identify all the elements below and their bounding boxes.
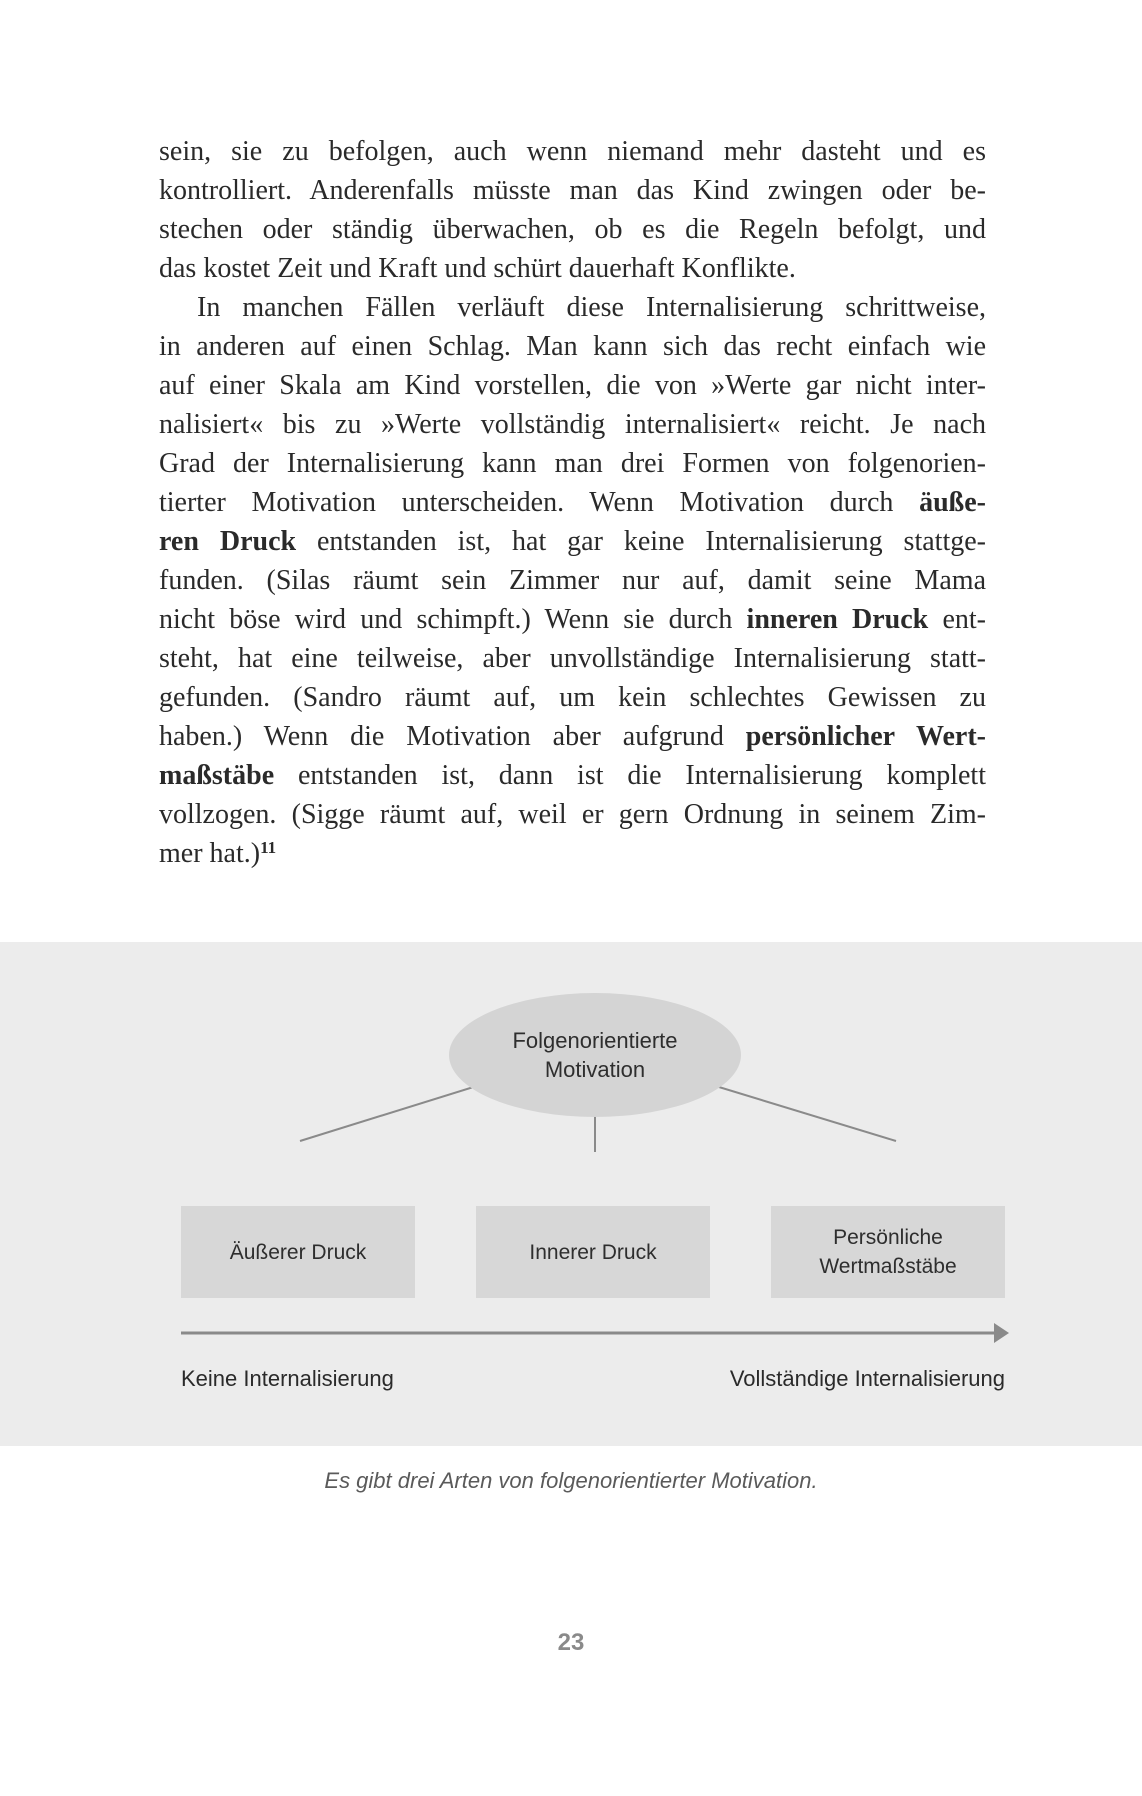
axis-label-left: Keine Internalisierung: [181, 1366, 394, 1391]
bold-term: ren Druck: [159, 526, 297, 557]
text-run: ent-: [928, 604, 986, 635]
text-line: [159, 444, 986, 483]
text-run: das kostet Zeit und Kraft und schürt dauerhaft Konflikte.: [159, 253, 796, 284]
box-aeusserer-druck: [181, 1206, 415, 1298]
text-line: [159, 171, 986, 210]
figure-caption: Es gibt drei Arten von folgenorientierter Motivation.: [324, 1468, 818, 1493]
body-text: [159, 132, 986, 873]
text-line: [159, 639, 986, 678]
footnote-marker: 11: [260, 838, 277, 857]
text-run: entstanden ist, hat gar keine Internalisierung stattge-: [296, 526, 986, 557]
text-line: [159, 600, 986, 639]
text-run: gefunden. (Sandro räumt auf, um kein schlechtes Gewissen zu: [159, 682, 986, 713]
root-node: [449, 993, 741, 1117]
text-line: [159, 366, 986, 405]
bold-term: maßstäbe: [159, 760, 275, 791]
root-label-line-2: Motivation: [544, 1057, 646, 1082]
text-line: [159, 483, 986, 522]
text-line: [159, 834, 986, 873]
text-run: nalisiert« bis zu »Werte vollständig internalisiert« reicht. Je nach: [159, 409, 986, 440]
text-line: [159, 717, 986, 756]
text-run: stechen oder ständig überwachen, ob es die Regeln befolgt, und: [159, 214, 986, 245]
box-label: Innerer Druck: [529, 1240, 657, 1264]
text-line: [159, 288, 986, 327]
box-label-line-1: Persönliche: [833, 1226, 943, 1249]
text-line: [159, 210, 986, 249]
bold-term: äuße-: [919, 487, 986, 518]
text-run: sein, sie zu befolgen, auch wenn niemand mehr dasteht und es: [159, 136, 986, 167]
axis-arrowhead: [994, 1323, 1009, 1343]
text-line: [159, 795, 986, 834]
text-line: [159, 561, 986, 600]
page-number: 23: [557, 1629, 585, 1656]
text-line: [159, 522, 986, 561]
text-run: tierter Motivation unterscheiden. Wenn Motivation durch: [159, 487, 920, 518]
motivation-diagram: [0, 942, 1142, 1446]
text-run: entstanden ist, dann ist die Internalisierung komplett: [274, 760, 986, 791]
text-run: In manchen Fällen verläuft diese Internalisierung schrittweise,: [197, 292, 986, 323]
text-line: [159, 756, 986, 795]
text-line: [159, 678, 986, 717]
bold-term: persönlicher Wert-: [745, 721, 986, 752]
text-line: [159, 405, 986, 444]
text-run: auf einer Skala am Kind vorstellen, die von »Werte gar nicht inter-: [159, 370, 986, 401]
text-run: haben.) Wenn die Motivation aber aufgrund: [159, 721, 746, 752]
box-persoenliche-wertmassstaebe: [771, 1206, 1005, 1298]
axis-label-right: Vollständige Internalisierung: [729, 1366, 1005, 1391]
text-line: [159, 327, 986, 366]
text-run: Grad der Internalisierung kann man drei Formen von folgenorien-: [159, 448, 986, 479]
text-run: in anderen auf einen Schlag. Man kann sich das recht einfach wie: [159, 331, 986, 362]
text-run: steht, hat eine teilweise, aber unvollständige Internalisierung statt-: [159, 643, 986, 674]
box-innerer-druck: [476, 1206, 710, 1298]
text-run: nicht böse wird und schimpft.) Wenn sie durch: [159, 604, 747, 635]
box-label-line-2: Wertmaßstäbe: [819, 1255, 957, 1278]
root-label-line-1: Folgenorientierte: [512, 1028, 678, 1053]
text-run: funden. (Silas räumt sein Zimmer nur auf, damit seine Mama: [159, 565, 986, 596]
text-line: [159, 249, 986, 288]
box-label: Äußerer Druck: [229, 1240, 367, 1264]
bold-term: inneren Druck: [746, 604, 929, 635]
text-run: kontrolliert. Anderenfalls müsste man das Kind zwingen oder be-: [159, 175, 986, 206]
text-run: mer hat.): [159, 838, 261, 869]
text-run: vollzogen. (Sigge räumt auf, weil er gern Ordnung in seinem Zim-: [159, 799, 986, 830]
text-line: [159, 132, 986, 171]
